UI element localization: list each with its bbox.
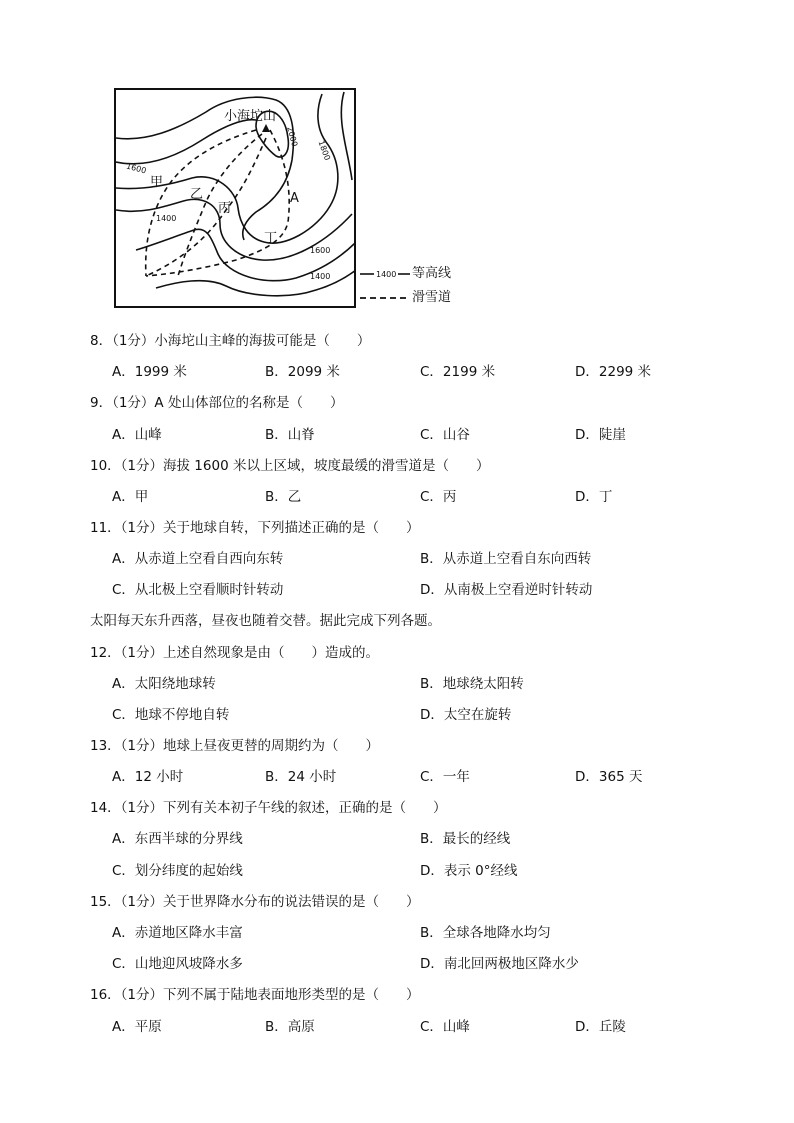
q13-option-c[interactable]: C．一年 <box>420 769 470 785</box>
contour-value-1400: 1400 <box>156 214 177 223</box>
q11-option-a[interactable]: A．从赤道上空看自西向东转 <box>112 551 284 567</box>
question-10: 10．（1分）海拔 1600 米以上区域，坡度最缓的滑雪道是（ ） <box>90 458 490 474</box>
point-jia: 甲 <box>150 175 164 190</box>
q14-option-d[interactable]: D．表示 0°经线 <box>420 863 518 879</box>
q13-option-d[interactable]: D．365 天 <box>575 769 643 785</box>
q13-option-a[interactable]: A．12 小时 <box>112 769 184 785</box>
q11-option-d[interactable]: D．从南极上空看逆时针转动 <box>420 582 593 598</box>
q8-option-b[interactable]: B．2099 米 <box>265 364 340 380</box>
question-12: 12．（1分）上述自然现象是由（ ）造成的。 <box>90 645 380 661</box>
legend-ski-run-label: 滑雪道 <box>412 290 452 305</box>
q15-option-b[interactable]: B．全球各地降水均匀 <box>420 925 551 941</box>
q16-option-c[interactable]: C．山峰 <box>420 1019 470 1035</box>
q15-option-c[interactable]: C．山地迎风坡降水多 <box>112 956 243 972</box>
q13-option-b[interactable]: B．24 小时 <box>265 769 337 785</box>
peak-triangle <box>262 124 270 132</box>
q14-option-b[interactable]: B．最长的经线 <box>420 831 511 847</box>
q10-option-a[interactable]: A．甲 <box>112 489 149 505</box>
q15-option-d[interactable]: D．南北回两极地区降水少 <box>420 956 579 972</box>
q12-option-b[interactable]: B．地球绕太阳转 <box>420 676 524 692</box>
q11-option-b[interactable]: B．从赤道上空看自东向西转 <box>420 551 592 567</box>
question-15: 15．（1分）关于世界降水分布的说法错误的是（ ） <box>90 894 420 910</box>
q8-option-c[interactable]: C．2199 米 <box>420 364 496 380</box>
point-yi: 乙 <box>190 187 204 202</box>
q9-option-d[interactable]: D．陡崖 <box>575 427 626 443</box>
question-group-intro: 太阳每天东升西落，昼夜也随着交替。据此完成下列各题。 <box>90 613 441 629</box>
contour-map <box>114 88 356 308</box>
contour-value-1800: 1800 <box>316 139 332 162</box>
q14-option-a[interactable]: A．东西半球的分界线 <box>112 831 243 847</box>
question-11: 11．（1分）关于地球自转，下列描述正确的是（ ） <box>90 520 420 536</box>
q9-option-b[interactable]: B．山脊 <box>265 427 315 443</box>
q10-option-c[interactable]: C．丙 <box>420 489 457 505</box>
q8-option-d[interactable]: D．2299 米 <box>575 364 652 380</box>
q16-option-d[interactable]: D．丘陵 <box>575 1019 626 1035</box>
q9-option-a[interactable]: A．山峰 <box>112 427 162 443</box>
q12-option-c[interactable]: C．地球不停地自转 <box>112 707 230 723</box>
contour-map-figure <box>114 88 460 310</box>
q10-option-b[interactable]: B．乙 <box>265 489 302 505</box>
contour-value-1600: 1600 <box>125 161 148 176</box>
q11-option-c[interactable]: C．从北极上空看顺时针转动 <box>112 582 284 598</box>
contour-value-1600-right: 1600 <box>310 246 331 255</box>
point-a: A <box>290 191 299 206</box>
q15-option-a[interactable]: A．赤道地区降水丰富 <box>112 925 243 941</box>
legend-ski-run <box>360 290 470 308</box>
question-14: 14．（1分）下列有关本初子午线的叙述，正确的是（ ） <box>90 800 447 816</box>
q12-option-a[interactable]: A．太阳绕地球转 <box>112 676 216 692</box>
question-16: 16．（1分）下列不属于陆地表面地形类型的是（ ） <box>90 987 420 1003</box>
contour-value-2000: 2000 <box>285 125 300 148</box>
point-bing: 丙 <box>218 201 232 216</box>
legend-contour <box>360 266 470 284</box>
contour-line <box>341 92 352 180</box>
q8-option-a[interactable]: A．1999 米 <box>112 364 187 380</box>
contour-line <box>116 120 256 164</box>
contour-value-1400-bottom: 1400 <box>310 272 331 281</box>
point-ding: 丁 <box>264 231 278 246</box>
legend-contour-value: 1400 <box>376 270 397 279</box>
question-8: 8．（1分）小海坨山主峰的海拔可能是（ ） <box>90 333 371 349</box>
legend-dashed-line <box>360 290 412 306</box>
peak-label: 小海坨山 <box>224 109 277 124</box>
q16-option-b[interactable]: B．高原 <box>265 1019 315 1035</box>
question-13: 13．（1分）地球上昼夜更替的周期约为（ ） <box>90 738 380 754</box>
q12-option-d[interactable]: D．太空在旋转 <box>420 707 512 723</box>
q16-option-a[interactable]: A．平原 <box>112 1019 162 1035</box>
q9-option-c[interactable]: C．山谷 <box>420 427 470 443</box>
legend-contour-label: 等高线 <box>412 266 452 281</box>
question-9: 9．（1分）A 处山体部位的名称是（ ） <box>90 395 344 411</box>
q10-option-d[interactable]: D．丁 <box>575 489 613 505</box>
q14-option-c[interactable]: C．划分纬度的起始线 <box>112 863 243 879</box>
